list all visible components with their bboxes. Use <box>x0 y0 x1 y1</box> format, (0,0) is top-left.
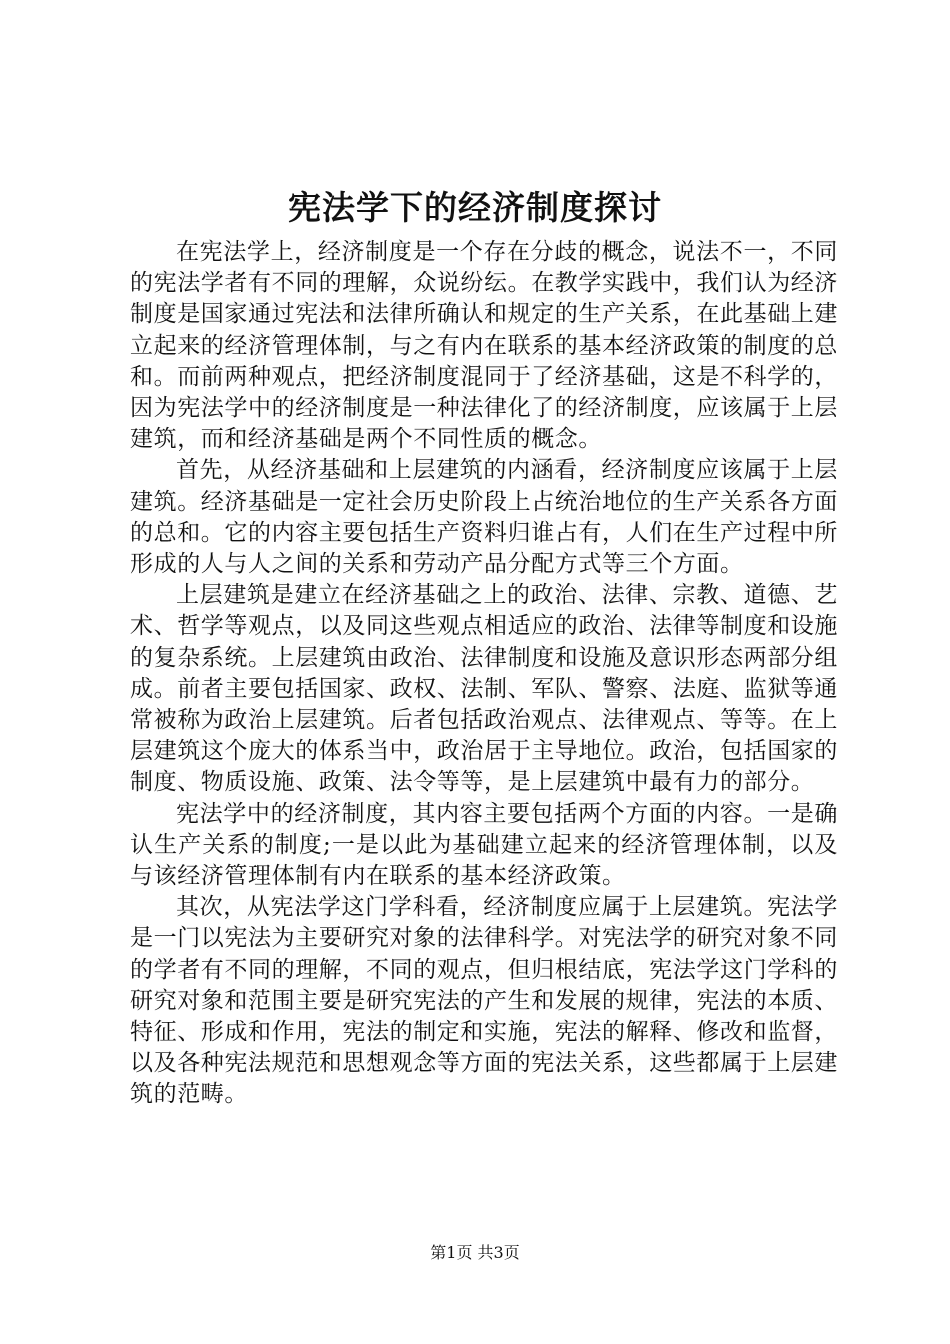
paragraph-3: 上层建筑是建立在经济基础之上的政治、法律、宗教、道德、艺术、哲学等观点，以及同这些观点相适应的政治、法律等制度和设施的复杂系统。上层建筑由政治、法律制度和设施及意识形态两部分组成。前者主要包括国家、政权、法制、军队、警察、法庭、监狱等通常被称为政治上层建筑。后者包括政治观点、法律观点、等等。在上层建筑这个庞大的体系当中，政治居于主导地位。政治，包括国家的制度、物质设施、政策、法令等等，是上层建筑中最有力的部分。 <box>130 582 838 796</box>
document-body <box>130 237 838 1111</box>
document-title: 宪法学下的经济制度探讨 <box>288 188 662 227</box>
paragraph-2: 首先，从经济基础和上层建筑的内涵看，经济制度应该属于上层建筑。经济基础是一定社会历史阶段上占统治地位的生产关系各方面的总和。它的内容主要包括生产资料归谁占有，人们在生产过程中所形成的人与人之间的关系和劳动产品分配方式等三个方面。 <box>130 457 838 578</box>
paragraph-5: 其次，从宪法学这门学科看，经济制度应属于上层建筑。宪法学是一门以宪法为主要研究对象的法律科学。对宪法学的研究对象不同的学者有不同的理解，不同的观点，但归根结底，宪法学这门学科的研究对象和范围主要是研究宪法的产生和发展的规律，宪法的本质、特征、形成和作用，宪法的制定和实施，宪法的解释、修改和监督，以及各种宪法规范和思想观念等方面的宪法关系，这些都属于上层建筑的范畴。 <box>130 894 838 1108</box>
paragraph-1: 在宪法学上，经济制度是一个存在分歧的概念，说法不一，不同的宪法学者有不同的理解，众说纷纭。在教学实践中，我们认为经济制度是国家通过宪法和法律所确认和规定的生产关系，在此基础上建立起来的经济管理体制，与之有内在联系的基本经济政策的制度的总和。而前两种观点，把经济制度混同于了经济基础，这是不科学的，因为宪法学中的经济制度是一种法律化了的经济制度，应该属于上层建筑，而和经济基础是两个不同性质的概念。 <box>130 239 838 453</box>
page-number-footer: 第1页 共3页 <box>430 1243 520 1262</box>
paragraph-4: 宪法学中的经济制度，其内容主要包括两个方面的内容。一是确认生产关系的制度;一是以此为基础建立起来的经济管理体制，以及与该经济管理体制有内在联系的基本经济政策。 <box>130 800 838 890</box>
